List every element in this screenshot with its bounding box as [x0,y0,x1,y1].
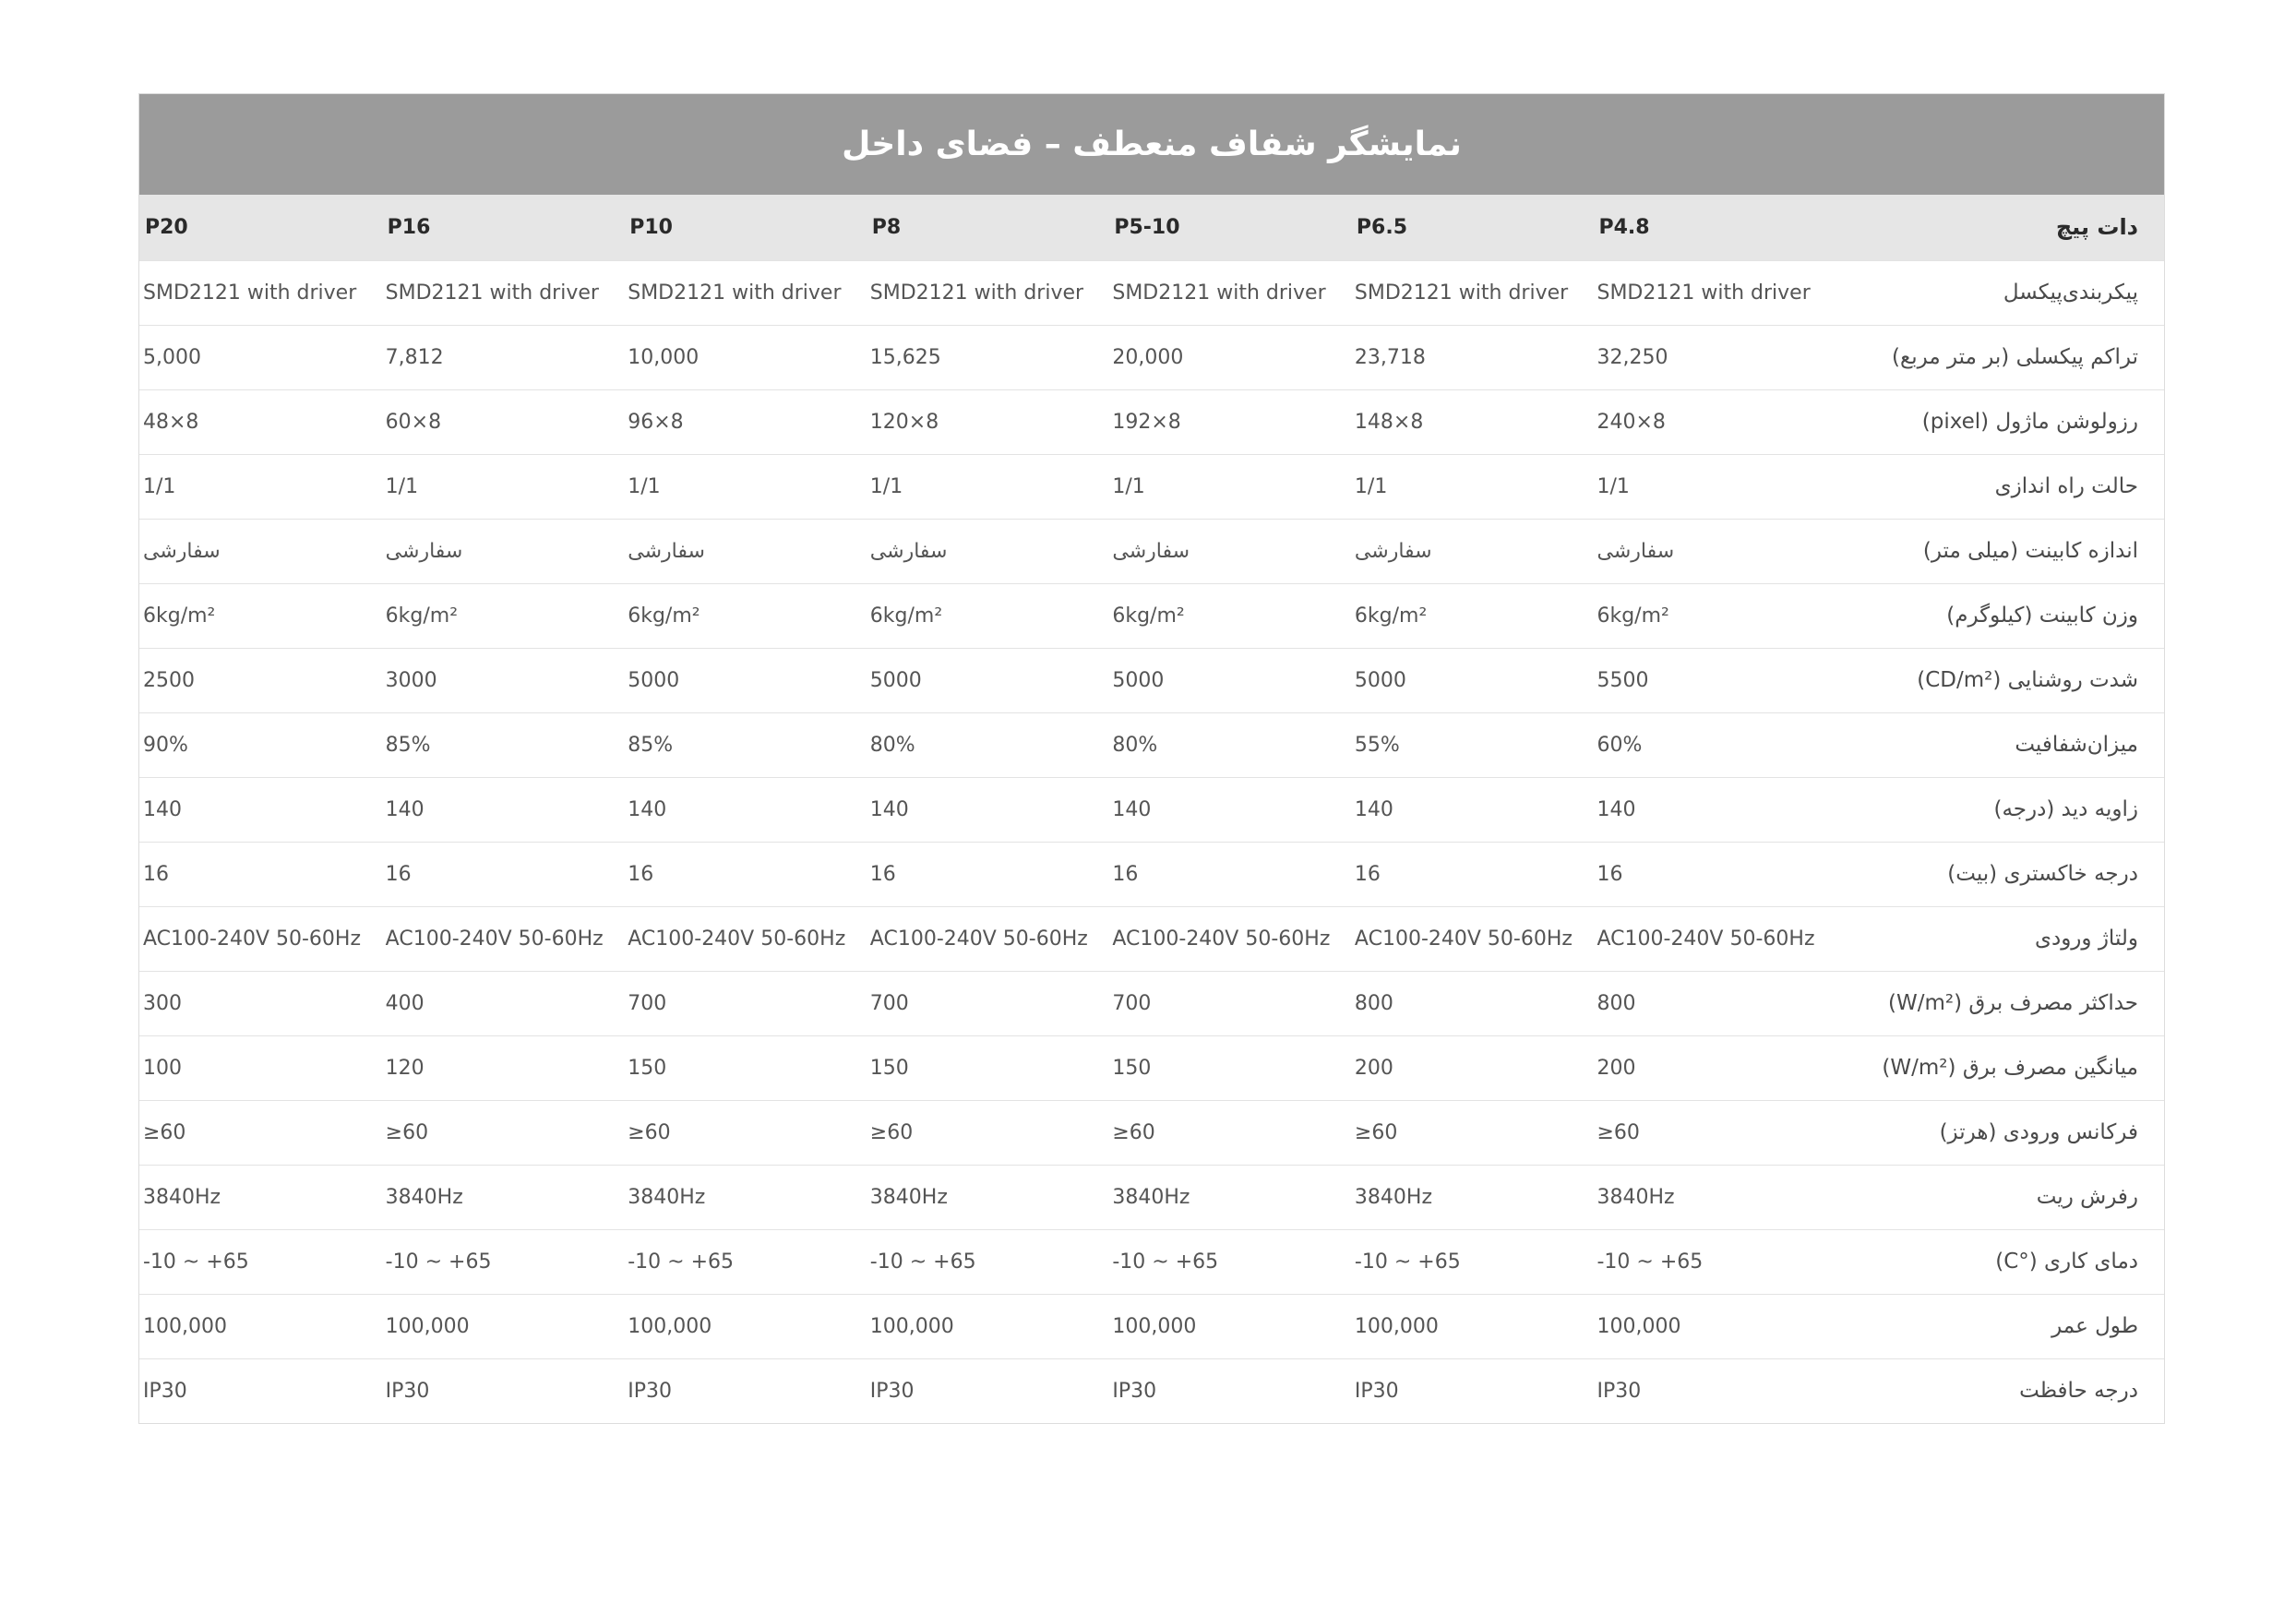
table-row [139,1100,2164,1165]
table-cell: سفارشی [143,539,221,563]
row-label: دمای کاری (°C) [1995,1250,2138,1274]
table-cell: AC100-240V 50-60Hz [385,927,604,951]
table-cell: SMD2121 with driver [385,281,599,305]
table-cell: 5,000 [143,345,201,369]
table-cell: 700 [869,991,909,1015]
table-cell: 5000 [628,668,680,692]
table-cell: سفارشی [1596,539,1675,563]
table-cell: -10 ~ +65 [628,1250,735,1274]
row-label: زاویه دید (درجه) [1993,797,2138,821]
table-cell: 6kg/m² [869,604,943,628]
table-cell: 150 [869,1056,909,1080]
table-cell: 140 [385,797,425,821]
table-cell: 85% [385,733,431,757]
table-cell: ≥60 [628,1120,671,1144]
table-cell: -10 ~ +65 [1354,1250,1461,1274]
table-cell: 120×8 [869,410,939,434]
table-cell: 150 [628,1056,667,1080]
table-cell: 16 [143,862,169,886]
table-cell: 5000 [1354,668,1406,692]
table-cell: 800 [1354,991,1393,1015]
table-cell: -10 ~ +65 [1112,1250,1219,1274]
table-row [139,1229,2164,1294]
table-cell: 800 [1596,991,1636,1015]
header-column: P6.5 [1356,215,1408,239]
table-body [139,260,2164,1423]
table-cell: SMD2121 with driver [1354,281,1569,305]
table-cell: 100,000 [1596,1314,1681,1338]
table-cell: IP30 [385,1379,430,1403]
table-cell: 3840Hz [1354,1185,1433,1209]
table-cell: AC100-240V 50-60Hz [1112,927,1331,951]
table-cell: 100 [143,1056,182,1080]
table-cell: 2500 [143,668,195,692]
table-cell: 6kg/m² [385,604,459,628]
table-cell: ≥60 [143,1120,186,1144]
table-cell: 3000 [385,668,437,692]
table-row [139,1035,2164,1100]
table-cell: ≥60 [1596,1120,1640,1144]
table-row [139,842,2164,906]
table-cell: SMD2121 with driver [1112,281,1326,305]
table-row [139,1294,2164,1358]
table-cell: -10 ~ +65 [143,1250,249,1274]
row-label: فرکانس ورودی (هرتز) [1939,1120,2138,1144]
row-label: تراکم پیکسلی (بر متر مربع) [1892,345,2138,369]
table-cell: 60×8 [385,410,442,434]
table-cell: 48×8 [143,410,199,434]
table-cell: 140 [869,797,909,821]
header-column: P8 [871,215,902,239]
table-cell: 6kg/m² [1596,604,1669,628]
table-cell: SMD2121 with driver [628,281,842,305]
table-cell: 150 [1112,1056,1152,1080]
table-cell: 300 [143,991,182,1015]
table-cell: 192×8 [1112,410,1181,434]
table-cell: IP30 [1354,1379,1399,1403]
table-row [139,777,2164,842]
table-cell: ≥60 [385,1120,429,1144]
table-cell: 100,000 [628,1314,712,1338]
row-label: حالت راه اندازی [1994,474,2138,498]
table-cell: IP30 [143,1379,187,1403]
table-cell: 3840Hz [869,1185,948,1209]
table-cell: 148×8 [1354,410,1424,434]
spec-sheet [138,93,2165,1424]
table-cell: AC100-240V 50-60Hz [869,927,1088,951]
table-cell: 3840Hz [628,1185,706,1209]
row-label: رفرش ریت [2036,1185,2138,1209]
spec-table [139,195,2164,1423]
row-label: شدت روشنایی (CD/m²) [1917,668,2138,692]
table-cell: 100,000 [1112,1314,1197,1338]
header-label: دات پیچ [2055,214,2138,241]
table-header-row [139,195,2164,260]
table-cell: 32,250 [1596,345,1668,369]
table-cell: 10,000 [628,345,700,369]
table-cell: SMD2121 with driver [143,281,357,305]
table-cell: 90% [143,733,188,757]
table-cell: AC100-240V 50-60Hz [1354,927,1573,951]
table-cell: -10 ~ +65 [1596,1250,1704,1274]
row-label: ولتاژ ورودی [2034,927,2138,951]
table-row [139,906,2164,971]
table-cell: سفارشی [1354,539,1432,563]
row-label: طول عمر [2051,1314,2138,1338]
row-label: درجه حافظت [2019,1379,2138,1404]
table-row [139,454,2164,519]
table-cell: 96×8 [628,410,684,434]
table-cell: 140 [1596,797,1636,821]
table-title: نمایشگر شفاف منعطف – فضای داخل [842,126,1462,163]
row-label: رزولوشن ماژول (pixel) [1921,410,2138,434]
table-cell: 1/1 [143,474,176,498]
header-column: P10 [629,215,673,239]
table-row [139,519,2164,583]
table-cell: 240×8 [1596,410,1666,434]
table-row [139,1358,2164,1423]
table-cell: 5000 [1112,668,1165,692]
table-cell: ≥60 [1354,1120,1398,1144]
table-cell: 1/1 [869,474,903,498]
table-cell: 23,718 [1354,345,1426,369]
row-label: اندازه کابینت (میلی متر) [1922,539,2138,563]
table-cell: 15,625 [869,345,941,369]
table-row [139,325,2164,389]
table-cell: 16 [1596,862,1623,886]
table-cell: 16 [1112,862,1139,886]
row-label: میزان‌شفافیت [2015,733,2138,757]
table-cell: 1/1 [1112,474,1145,498]
table-cell: IP30 [628,1379,672,1403]
header-column: P4.8 [1598,215,1650,239]
table-cell: 6kg/m² [628,604,700,628]
table-cell: -10 ~ +65 [869,1250,976,1274]
table-cell: 140 [628,797,667,821]
table-cell: 700 [1112,991,1152,1015]
table-cell: 140 [1112,797,1152,821]
header-column: P5-10 [1114,215,1180,239]
table-cell: 20,000 [1112,345,1184,369]
table-row [139,583,2164,648]
table-cell: 140 [1354,797,1393,821]
table-cell: 1/1 [628,474,661,498]
table-title-bar [139,94,2164,195]
table-cell: 700 [628,991,667,1015]
table-cell: 200 [1354,1056,1393,1080]
table-cell: 100,000 [385,1314,470,1338]
table-cell: 80% [869,733,915,757]
table-cell: 55% [1354,733,1400,757]
table-cell: AC100-240V 50-60Hz [628,927,846,951]
row-label: حداکثر مصرف برق (W/m²) [1887,991,2138,1015]
table-cell: 6kg/m² [1112,604,1185,628]
table-cell: سفارشی [385,539,463,563]
table-cell: 6kg/m² [143,604,216,628]
table-cell: 200 [1596,1056,1636,1080]
row-label: پیکربندی‌پیکسل [2003,281,2138,305]
table-cell: 16 [385,862,412,886]
table-cell: 16 [628,862,654,886]
table-cell: SMD2121 with driver [869,281,1084,305]
table-cell: 3840Hz [385,1185,463,1209]
table-cell: 3840Hz [143,1185,221,1209]
row-label: وزن کابینت (کیلوگرم) [1946,604,2138,628]
row-label: میانگین مصرف برق (W/m²) [1882,1056,2138,1080]
table-cell: 1/1 [1354,474,1388,498]
table-cell: SMD2121 with driver [1596,281,1811,305]
table-cell: AC100-240V 50-60Hz [1596,927,1815,951]
table-cell: 85% [628,733,674,757]
table-cell: سفارشی [628,539,705,563]
table-cell: AC100-240V 50-60Hz [143,927,362,951]
table-cell: سفارشی [1112,539,1190,563]
table-cell: IP30 [1596,1379,1642,1403]
table-cell: 3840Hz [1596,1185,1675,1209]
table-cell: 80% [1112,733,1158,757]
table-cell: 140 [143,797,182,821]
table-cell: IP30 [869,1379,915,1403]
header-column: P20 [145,215,188,239]
table-row [139,260,2164,325]
table-cell: 5500 [1596,668,1649,692]
table-cell: 5000 [869,668,922,692]
table-row [139,971,2164,1035]
table-cell: -10 ~ +65 [385,1250,492,1274]
table-cell: ≥60 [1112,1120,1155,1144]
table-cell: 6kg/m² [1354,604,1428,628]
table-cell: 1/1 [385,474,419,498]
table-row [139,648,2164,712]
table-cell: 16 [869,862,896,886]
table-cell: 120 [385,1056,425,1080]
table-cell: 100,000 [1354,1314,1439,1338]
header-column: P16 [387,215,431,239]
table-cell: 7,812 [385,345,444,369]
table-row [139,1165,2164,1229]
table-cell: 16 [1354,862,1381,886]
table-cell: IP30 [1112,1379,1157,1403]
table-cell: 60% [1596,733,1643,757]
row-label: درجه خاکستری (بیت) [1947,862,2138,886]
table-row [139,389,2164,454]
table-cell: 3840Hz [1112,1185,1190,1209]
table-cell: ≥60 [869,1120,914,1144]
table-cell: 100,000 [143,1314,227,1338]
table-cell: 100,000 [869,1314,954,1338]
table-cell: 1/1 [1596,474,1630,498]
table-cell: سفارشی [869,539,948,563]
table-cell: 400 [385,991,425,1015]
table-row [139,712,2164,777]
